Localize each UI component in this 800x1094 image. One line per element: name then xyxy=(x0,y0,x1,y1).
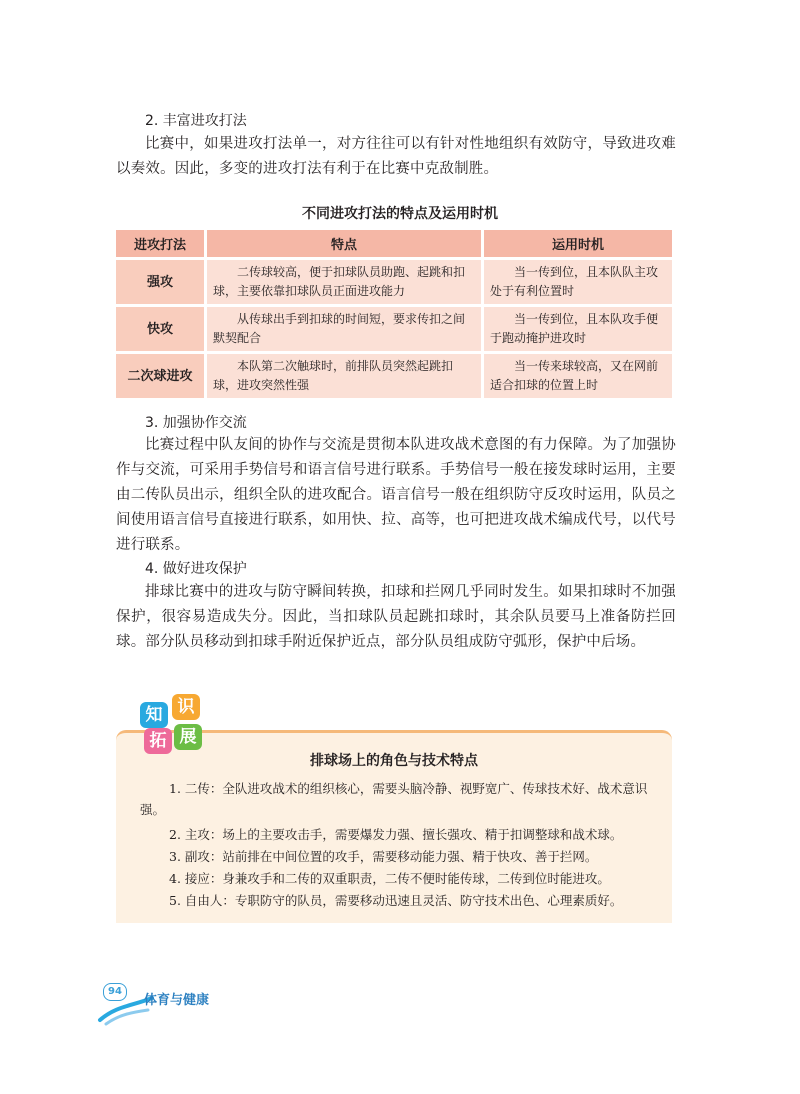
page-number: 94 xyxy=(103,983,127,1001)
table-cell-feature: 从传球出手到扣球的时间短，要求传扣之间默契配合 xyxy=(206,306,483,353)
badge-tile: 拓 xyxy=(144,728,172,754)
badge-tile: 识 xyxy=(172,694,200,720)
table-header-feature: 特点 xyxy=(206,230,483,259)
table-row xyxy=(116,259,672,306)
section-4-title: 4. 做好进攻保护 xyxy=(145,561,247,577)
knowledge-item: 2. 主攻：场上的主要攻击手，需要爆发力强、擅长强攻、精于扣调整球和战术球。 xyxy=(169,827,623,842)
badge-tile: 展 xyxy=(174,724,202,750)
badge-tile: 知 xyxy=(140,702,168,728)
section-2-title: 2. 丰富进攻打法 xyxy=(145,113,247,129)
knowledge-item: 4. 接应：身兼攻手和二传的双重职责，二传不便时能传球，二传到位时能进攻。 xyxy=(169,871,610,886)
table-cell-timing: 当一传到位，且本队队主攻处于有利位置时 xyxy=(483,259,673,306)
section-3-title: 3. 加强协作交流 xyxy=(145,415,247,431)
table-cell-feature: 本队第二次触球时，前排队员突然起跳扣球，进攻突然性强 xyxy=(206,353,483,399)
knowledge-title: 排球场上的角色与技术特点 xyxy=(310,753,478,769)
table-header-timing: 运用时机 xyxy=(483,230,673,259)
section-4-paragraph: 排球比赛中的进攻与防守瞬间转换，扣球和拦网几乎同时发生。如果扣球时不加强保护，很容易造成失分。因此，当扣球队员起跳扣球时，其余队员要马上准备防拦回球。部分队员移动到扣球手附近保护近点，部分队员组成防守弧形，保护中后场。 xyxy=(116,584,676,650)
table-cell-method: 快攻 xyxy=(116,306,206,353)
table-header-method: 进攻打法 xyxy=(116,230,206,259)
section-2-paragraph: 比赛中，如果进攻打法单一，对方往往可以有针对性地组织有效防守，导致进攻难以奏效。因此，多变的进攻打法有利于在比赛中克敌制胜。 xyxy=(116,136,676,177)
book-title: 体育与健康 xyxy=(144,993,210,1008)
table-row xyxy=(116,353,672,399)
table-cell-timing: 当一传来球较高，又在网前适合扣球的位置上时 xyxy=(483,353,673,399)
knowledge-item: 5. 自由人：专职防守的队员，需要移动迅速且灵活、防守技术出色、心理素质好。 xyxy=(169,893,623,908)
table-cell-method: 强攻 xyxy=(116,259,206,306)
knowledge-item: 1. 二传：全队进攻战术的组织核心，需要头脑冷静、视野宽广、传球技术好、战术意识强。 xyxy=(140,781,648,817)
table-cell-method: 二次球进攻 xyxy=(116,353,206,399)
knowledge-item: 3. 副攻：站前排在中间位置的攻手，需要移动能力强、精于快攻、善于拦网。 xyxy=(169,849,598,864)
knowledge-badge-icon xyxy=(140,694,204,754)
table-cell-feature: 二传球较高，便于扣球队员助跑、起跳和扣球，主要依靠扣球队员正面进攻能力 xyxy=(206,259,483,306)
attack-methods-table xyxy=(116,230,672,398)
table-cell-timing: 当一传到位，且本队攻手便于跑动掩护进攻时 xyxy=(483,306,673,353)
table-row xyxy=(116,306,672,353)
section-3-paragraph: 比赛过程中队友间的协作与交流是贯彻本队进攻战术意图的有力保障。为了加强协作与交流，可采用手势信号和语言信号进行联系。手势信号一般在接发球时运用，主要由二传队员出示，组织全队的进攻配合。语言信号一般在组织防守反攻时运用，队员之间使用语言信号直接进行联系，如用快、拉、高等，也可把进攻战术编成代号，以代号进行联系。 xyxy=(116,437,676,553)
table-title: 不同进攻打法的特点及运用时机 xyxy=(302,206,498,222)
